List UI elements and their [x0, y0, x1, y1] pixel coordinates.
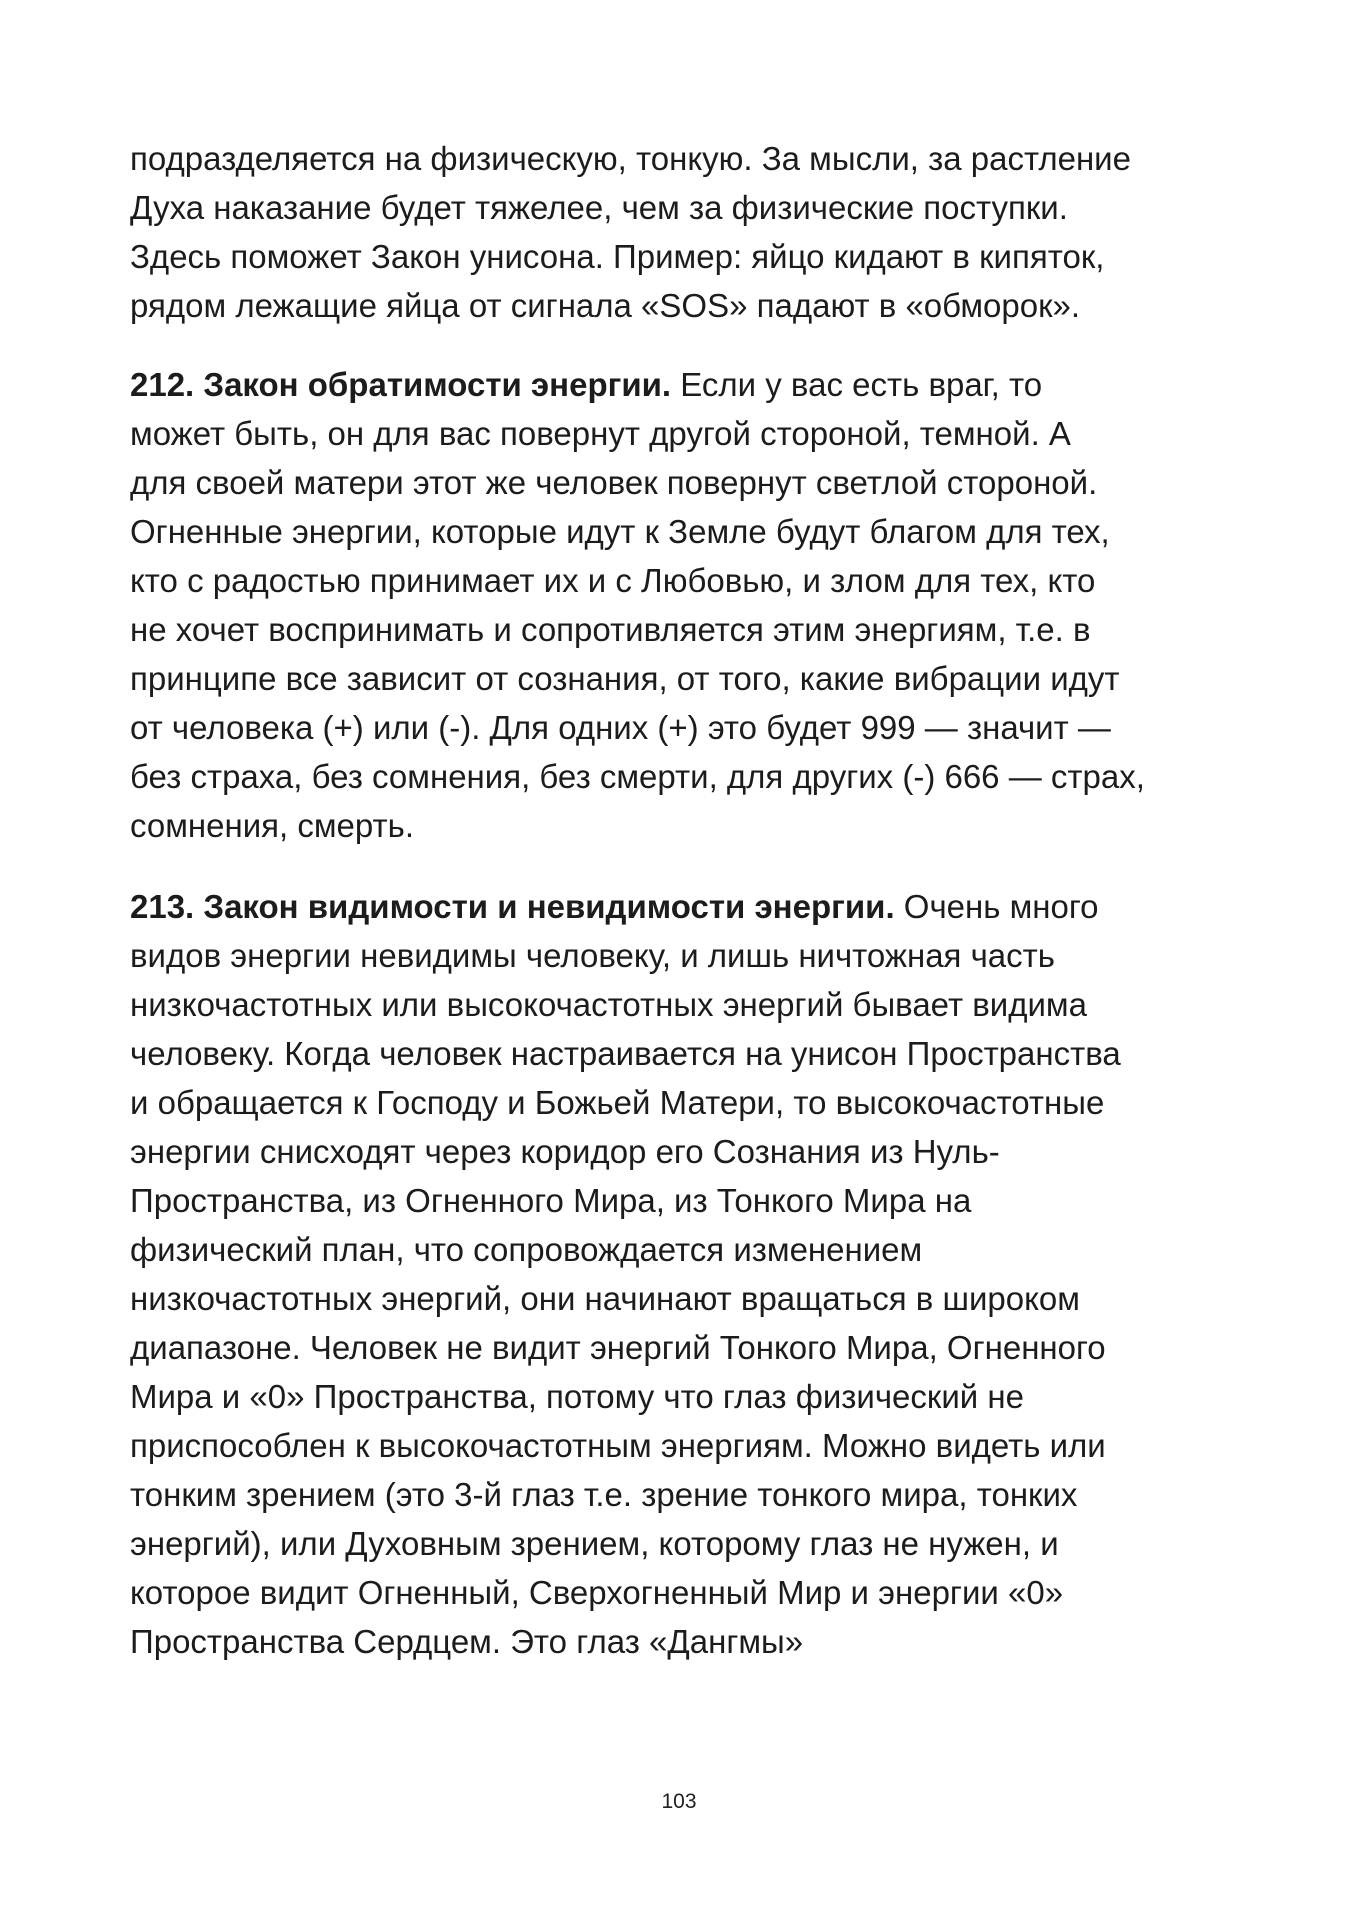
text-line: рядом лежащие яйца от сигнала «SOS» падают в «обморок». [130, 287, 1081, 324]
text-line: которое видит Огненный, Сверхогненный Мир и энергии «0» [130, 1574, 1064, 1611]
text-line: кто с радостью принимает их и с Любовью, и злом для тех, кто [130, 562, 1096, 599]
text-line: Пространства Сердцем. Это глаз «Дангмы» [130, 1623, 804, 1660]
text-line: видов энергии невидимы человеку, и лишь ничтожная часть [130, 937, 1055, 974]
paragraph-continuation [130, 134, 1250, 330]
text-line: тонким зрением (это 3-й глаз т.е. зрение тонкого мира, тонких [130, 1476, 1078, 1513]
text-line: Здесь поможет Закон унисона. Пример: яйцо кидают в кипяток, [130, 238, 1105, 275]
text-line: низкочастотных или высокочастотных энергий бывает видима [130, 986, 1087, 1023]
text-line: Пространства, из Огненного Мира, из Тонкого Мира на [130, 1182, 972, 1219]
text-line: для своей матери этот же человек повернут светлой стороной. [130, 464, 1098, 501]
text-line: не хочет воспринимать и сопротивляется этим энергиям, т.е. в [130, 611, 1091, 648]
text-line: без страха, без сомнения, без смерти, для других (-) 666 — страх, [130, 758, 1145, 795]
text-line: диапазоне. Человек не видит энергий Тонкого Мира, Огненного [130, 1329, 1106, 1366]
page-number: 103 [661, 1790, 697, 1813]
text-line: низкочастотных энергий, они начинают вращаться в широком [130, 1280, 1080, 1317]
text-line: Духа наказание будет тяжелее, чем за физические поступки. [130, 189, 1068, 226]
text-line [130, 882, 1250, 931]
text-line [130, 360, 1250, 409]
text-line: приспособлен к высокочастотным энергиям. Можно видеть или [130, 1427, 1106, 1464]
law-heading: 212. Закон обратимости энергии. [130, 366, 672, 403]
heading-line-rest: Если у вас есть враг, то [671, 366, 1043, 403]
text-line: может быть, он для вас повернут другой стороной, темной. А [130, 415, 1071, 452]
text-line: от человека (+) или (-). Для одних (+) это будет 999 — значит — [130, 709, 1111, 746]
text-line: энергии снисходят через коридор его Сознания из Нуль- [130, 1133, 1000, 1170]
text-line: Огненные энергии, которые идут к Земле будут благом для тех, [130, 513, 1110, 550]
text-line: человеку. Когда человек настраивается на унисон Пространства [130, 1035, 1121, 1072]
paragraph-law-213 [130, 882, 1250, 1666]
paragraph-law-212 [130, 360, 1250, 850]
text-line: и обращается к Господу и Божьей Матери, то высокочастотные [130, 1084, 1105, 1121]
law-heading: 213. Закон видимости и невидимости энергии. [130, 888, 895, 925]
heading-line-rest: Очень много [894, 888, 1099, 925]
text-line: сомнения, смерть. [130, 807, 414, 844]
text-line: подразделяется на физическую, тонкую. За мысли, за растление [130, 140, 1131, 177]
text-line: принципе все зависит от сознания, от того, какие вибрации идут [130, 660, 1120, 697]
text-line: физический план, что сопровождается изменением [130, 1231, 923, 1268]
text-line: Мира и «0» Пространства, потому что глаз физический не [130, 1378, 1024, 1415]
text-line: энергий), или Духовным зрением, которому глаз не нужен, и [130, 1525, 1059, 1562]
